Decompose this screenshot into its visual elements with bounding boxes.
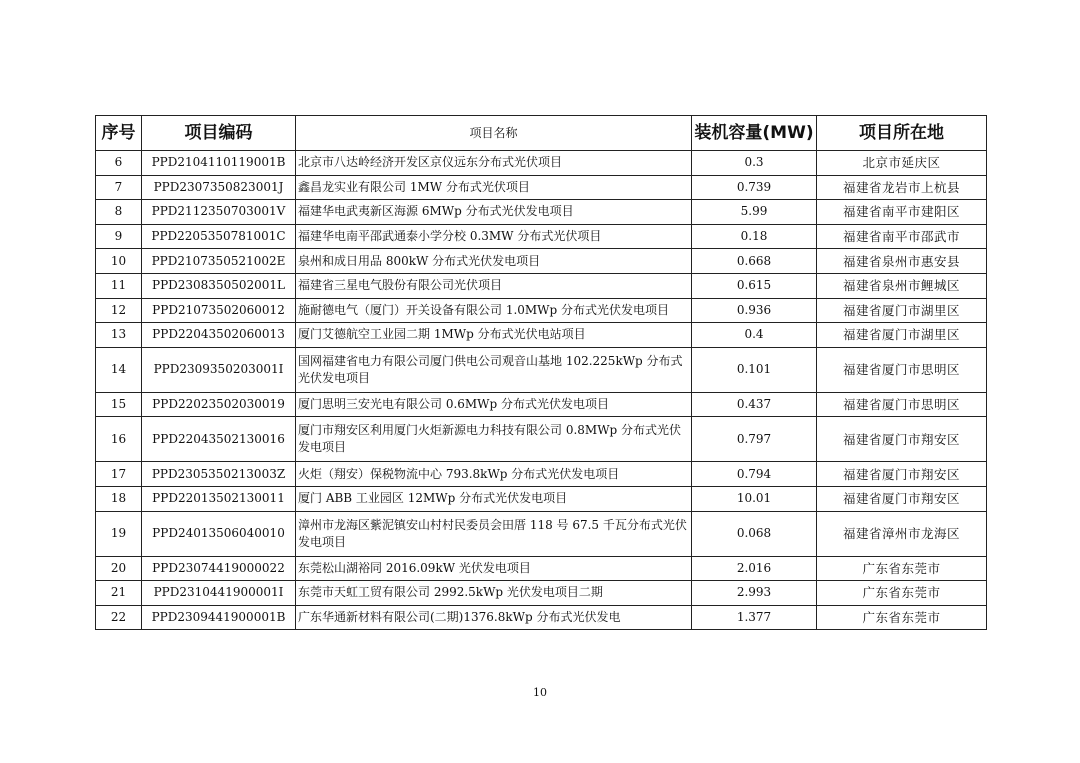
cell-seq: 16 — [96, 417, 142, 462]
table-row — [96, 511, 987, 556]
cell-code: PPD2308350502001L — [142, 273, 296, 298]
cell-capacity: 5.99 — [692, 200, 817, 225]
cell-location: 广东省东莞市 — [817, 605, 987, 630]
cell-name: 厦门思明三安光电有限公司 0.6MWp 分布式光伏发电项目 — [296, 392, 692, 417]
table-row — [96, 249, 987, 274]
cell-capacity: 0.668 — [692, 249, 817, 274]
cell-capacity: 1.377 — [692, 605, 817, 630]
cell-name: 厦门市翔安区利用厦门火炬新源电力科技有限公司 0.8MWp 分布式光伏发电项目 — [296, 417, 692, 462]
cell-seq: 9 — [96, 224, 142, 249]
table-row — [96, 392, 987, 417]
cell-name: 厦门艾德航空工业园二期 1MWp 分布式光伏电站项目 — [296, 323, 692, 348]
header-capacity: 装机容量(MW) — [692, 116, 817, 151]
table-body — [96, 151, 987, 630]
cell-seq: 22 — [96, 605, 142, 630]
page-number: 10 — [533, 686, 547, 699]
cell-name: 福建华电南平邵武通泰小学分校 0.3MW 分布式光伏项目 — [296, 224, 692, 249]
cell-capacity: 0.437 — [692, 392, 817, 417]
cell-location: 福建省泉州市惠安县 — [817, 249, 987, 274]
cell-seq: 7 — [96, 175, 142, 200]
cell-capacity: 0.797 — [692, 417, 817, 462]
cell-seq: 18 — [96, 486, 142, 511]
cell-seq: 17 — [96, 462, 142, 487]
cell-capacity: 2.993 — [692, 581, 817, 606]
table-row — [96, 151, 987, 176]
cell-code: PPD21073502060012 — [142, 298, 296, 323]
cell-capacity: 0.101 — [692, 347, 817, 392]
cell-code: PPD2309350203001I — [142, 347, 296, 392]
cell-code: PPD2309441900001B — [142, 605, 296, 630]
cell-name: 鑫昌龙实业有限公司 1MW 分布式光伏项目 — [296, 175, 692, 200]
cell-location: 北京市延庆区 — [817, 151, 987, 176]
cell-name: 火炬（翔安）保税物流中心 793.8kWp 分布式光伏发电项目 — [296, 462, 692, 487]
header-seq: 序号 — [96, 116, 142, 151]
cell-capacity: 2.016 — [692, 556, 817, 581]
table-row — [96, 556, 987, 581]
cell-name: 漳州市龙海区紫泥镇安山村村民委员会田厝 118 号 67.5 千瓦分布式光伏发电项目 — [296, 511, 692, 556]
cell-seq: 13 — [96, 323, 142, 348]
table-row — [96, 462, 987, 487]
cell-code: PPD2104110119001B — [142, 151, 296, 176]
cell-location: 福建省泉州市鲤城区 — [817, 273, 987, 298]
cell-code: PPD2310441900001I — [142, 581, 296, 606]
table-row — [96, 273, 987, 298]
cell-seq: 21 — [96, 581, 142, 606]
cell-location: 福建省龙岩市上杭县 — [817, 175, 987, 200]
cell-name: 泉州和成日用品 800kW 分布式光伏发电项目 — [296, 249, 692, 274]
cell-capacity: 0.936 — [692, 298, 817, 323]
cell-capacity: 0.794 — [692, 462, 817, 487]
table-row — [96, 200, 987, 225]
table-header-row — [96, 116, 987, 151]
table-row — [96, 486, 987, 511]
cell-name: 施耐德电气（厦门）开关设备有限公司 1.0MWp 分布式光伏发电项目 — [296, 298, 692, 323]
cell-location: 广东省东莞市 — [817, 581, 987, 606]
cell-code: PPD22023502030019 — [142, 392, 296, 417]
cell-code: PPD22043502130016 — [142, 417, 296, 462]
cell-capacity: 0.3 — [692, 151, 817, 176]
cell-seq: 10 — [96, 249, 142, 274]
cell-location: 福建省南平市建阳区 — [817, 200, 987, 225]
cell-code: PPD23074419000022 — [142, 556, 296, 581]
table-row — [96, 417, 987, 462]
cell-capacity: 0.068 — [692, 511, 817, 556]
cell-seq: 11 — [96, 273, 142, 298]
header-code: 项目编码 — [142, 116, 296, 151]
cell-seq: 8 — [96, 200, 142, 225]
header-location: 项目所在地 — [817, 116, 987, 151]
cell-seq: 6 — [96, 151, 142, 176]
cell-seq: 20 — [96, 556, 142, 581]
project-table-container — [95, 115, 986, 630]
cell-name: 福建华电武夷新区海源 6MWp 分布式光伏发电项目 — [296, 200, 692, 225]
cell-seq: 15 — [96, 392, 142, 417]
table-row — [96, 323, 987, 348]
cell-name: 厦门 ABB 工业园区 12MWp 分布式光伏发电项目 — [296, 486, 692, 511]
cell-code: PPD22013502130011 — [142, 486, 296, 511]
cell-code: PPD24013506040010 — [142, 511, 296, 556]
cell-location: 福建省厦门市湖里区 — [817, 298, 987, 323]
cell-code: PPD2107350521002E — [142, 249, 296, 274]
cell-location: 广东省东莞市 — [817, 556, 987, 581]
cell-location: 福建省厦门市思明区 — [817, 347, 987, 392]
cell-name: 东莞松山湖裕同 2016.09kW 光伏发电项目 — [296, 556, 692, 581]
cell-code: PPD22043502060013 — [142, 323, 296, 348]
cell-capacity: 0.4 — [692, 323, 817, 348]
cell-location: 福建省厦门市湖里区 — [817, 323, 987, 348]
cell-name: 福建省三星电气股份有限公司光伏项目 — [296, 273, 692, 298]
cell-location: 福建省厦门市翔安区 — [817, 486, 987, 511]
cell-capacity: 0.739 — [692, 175, 817, 200]
table-row — [96, 581, 987, 606]
cell-location: 福建省厦门市思明区 — [817, 392, 987, 417]
cell-location: 福建省厦门市翔安区 — [817, 462, 987, 487]
cell-code: PPD2305350213003Z — [142, 462, 296, 487]
table-row — [96, 224, 987, 249]
table-row — [96, 298, 987, 323]
cell-code: PPD2205350781001C — [142, 224, 296, 249]
cell-name: 东莞市天虹工贸有限公司 2992.5kWp 光伏发电项目二期 — [296, 581, 692, 606]
cell-seq: 19 — [96, 511, 142, 556]
table-row — [96, 347, 987, 392]
cell-location: 福建省厦门市翔安区 — [817, 417, 987, 462]
cell-seq: 14 — [96, 347, 142, 392]
cell-code: PPD2112350703001V — [142, 200, 296, 225]
cell-name: 北京市八达岭经济开发区京仪远东分布式光伏项目 — [296, 151, 692, 176]
cell-location: 福建省南平市邵武市 — [817, 224, 987, 249]
cell-capacity: 0.18 — [692, 224, 817, 249]
project-table — [95, 115, 987, 630]
cell-seq: 12 — [96, 298, 142, 323]
cell-name: 国网福建省电力有限公司厦门供电公司观音山基地 102.225kWp 分布式光伏发电项目 — [296, 347, 692, 392]
cell-location: 福建省漳州市龙海区 — [817, 511, 987, 556]
cell-code: PPD2307350823001J — [142, 175, 296, 200]
table-row — [96, 605, 987, 630]
table-row — [96, 175, 987, 200]
cell-capacity: 0.615 — [692, 273, 817, 298]
cell-name: 广东华通新材料有限公司(二期)1376.8kWp 分布式光伏发电 — [296, 605, 692, 630]
cell-capacity: 10.01 — [692, 486, 817, 511]
header-name: 项目名称 — [296, 116, 692, 151]
